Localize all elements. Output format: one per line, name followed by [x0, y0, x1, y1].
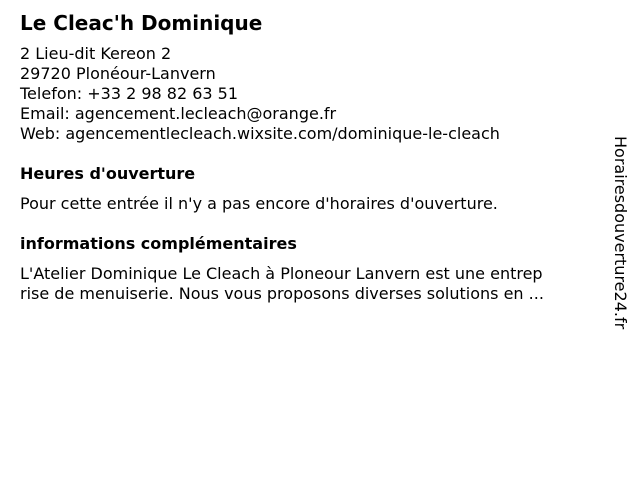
site-watermark: Horairesdouverture24.fr [611, 136, 630, 330]
address-city: 29720 Plonéour-Lanvern [20, 64, 216, 83]
phone-number: Telefon: +33 2 98 82 63 51 [20, 84, 239, 103]
additional-info-text [20, 264, 600, 304]
email-address: Email: agencement.lecleach@orange.fr [20, 104, 337, 123]
spacer [20, 214, 600, 234]
opening-hours-heading: Heures d'ouverture [20, 164, 196, 183]
additional-info-line-1: L'Atelier Dominique Le Cleach à Ploneour Lanvern est une entrep [20, 264, 543, 283]
additional-info-line-2: rise de menuiserie. Nous vous proposons diverses solutions en ... [20, 284, 544, 303]
spacer [20, 144, 600, 164]
business-name: Le Cleac'h Dominique [20, 11, 263, 35]
website-url: Web: agencementlecleach.wixsite.com/dominique-le-cleach [20, 124, 500, 143]
opening-hours-text [20, 194, 600, 214]
business-card [20, 10, 600, 304]
opening-hours-line: Pour cette entrée il n'y a pas encore d'horaires d'ouverture. [20, 194, 498, 213]
additional-info-heading: informations complémentaires [20, 234, 297, 253]
address-street: 2 Lieu-dit Kereon 2 [20, 44, 172, 63]
